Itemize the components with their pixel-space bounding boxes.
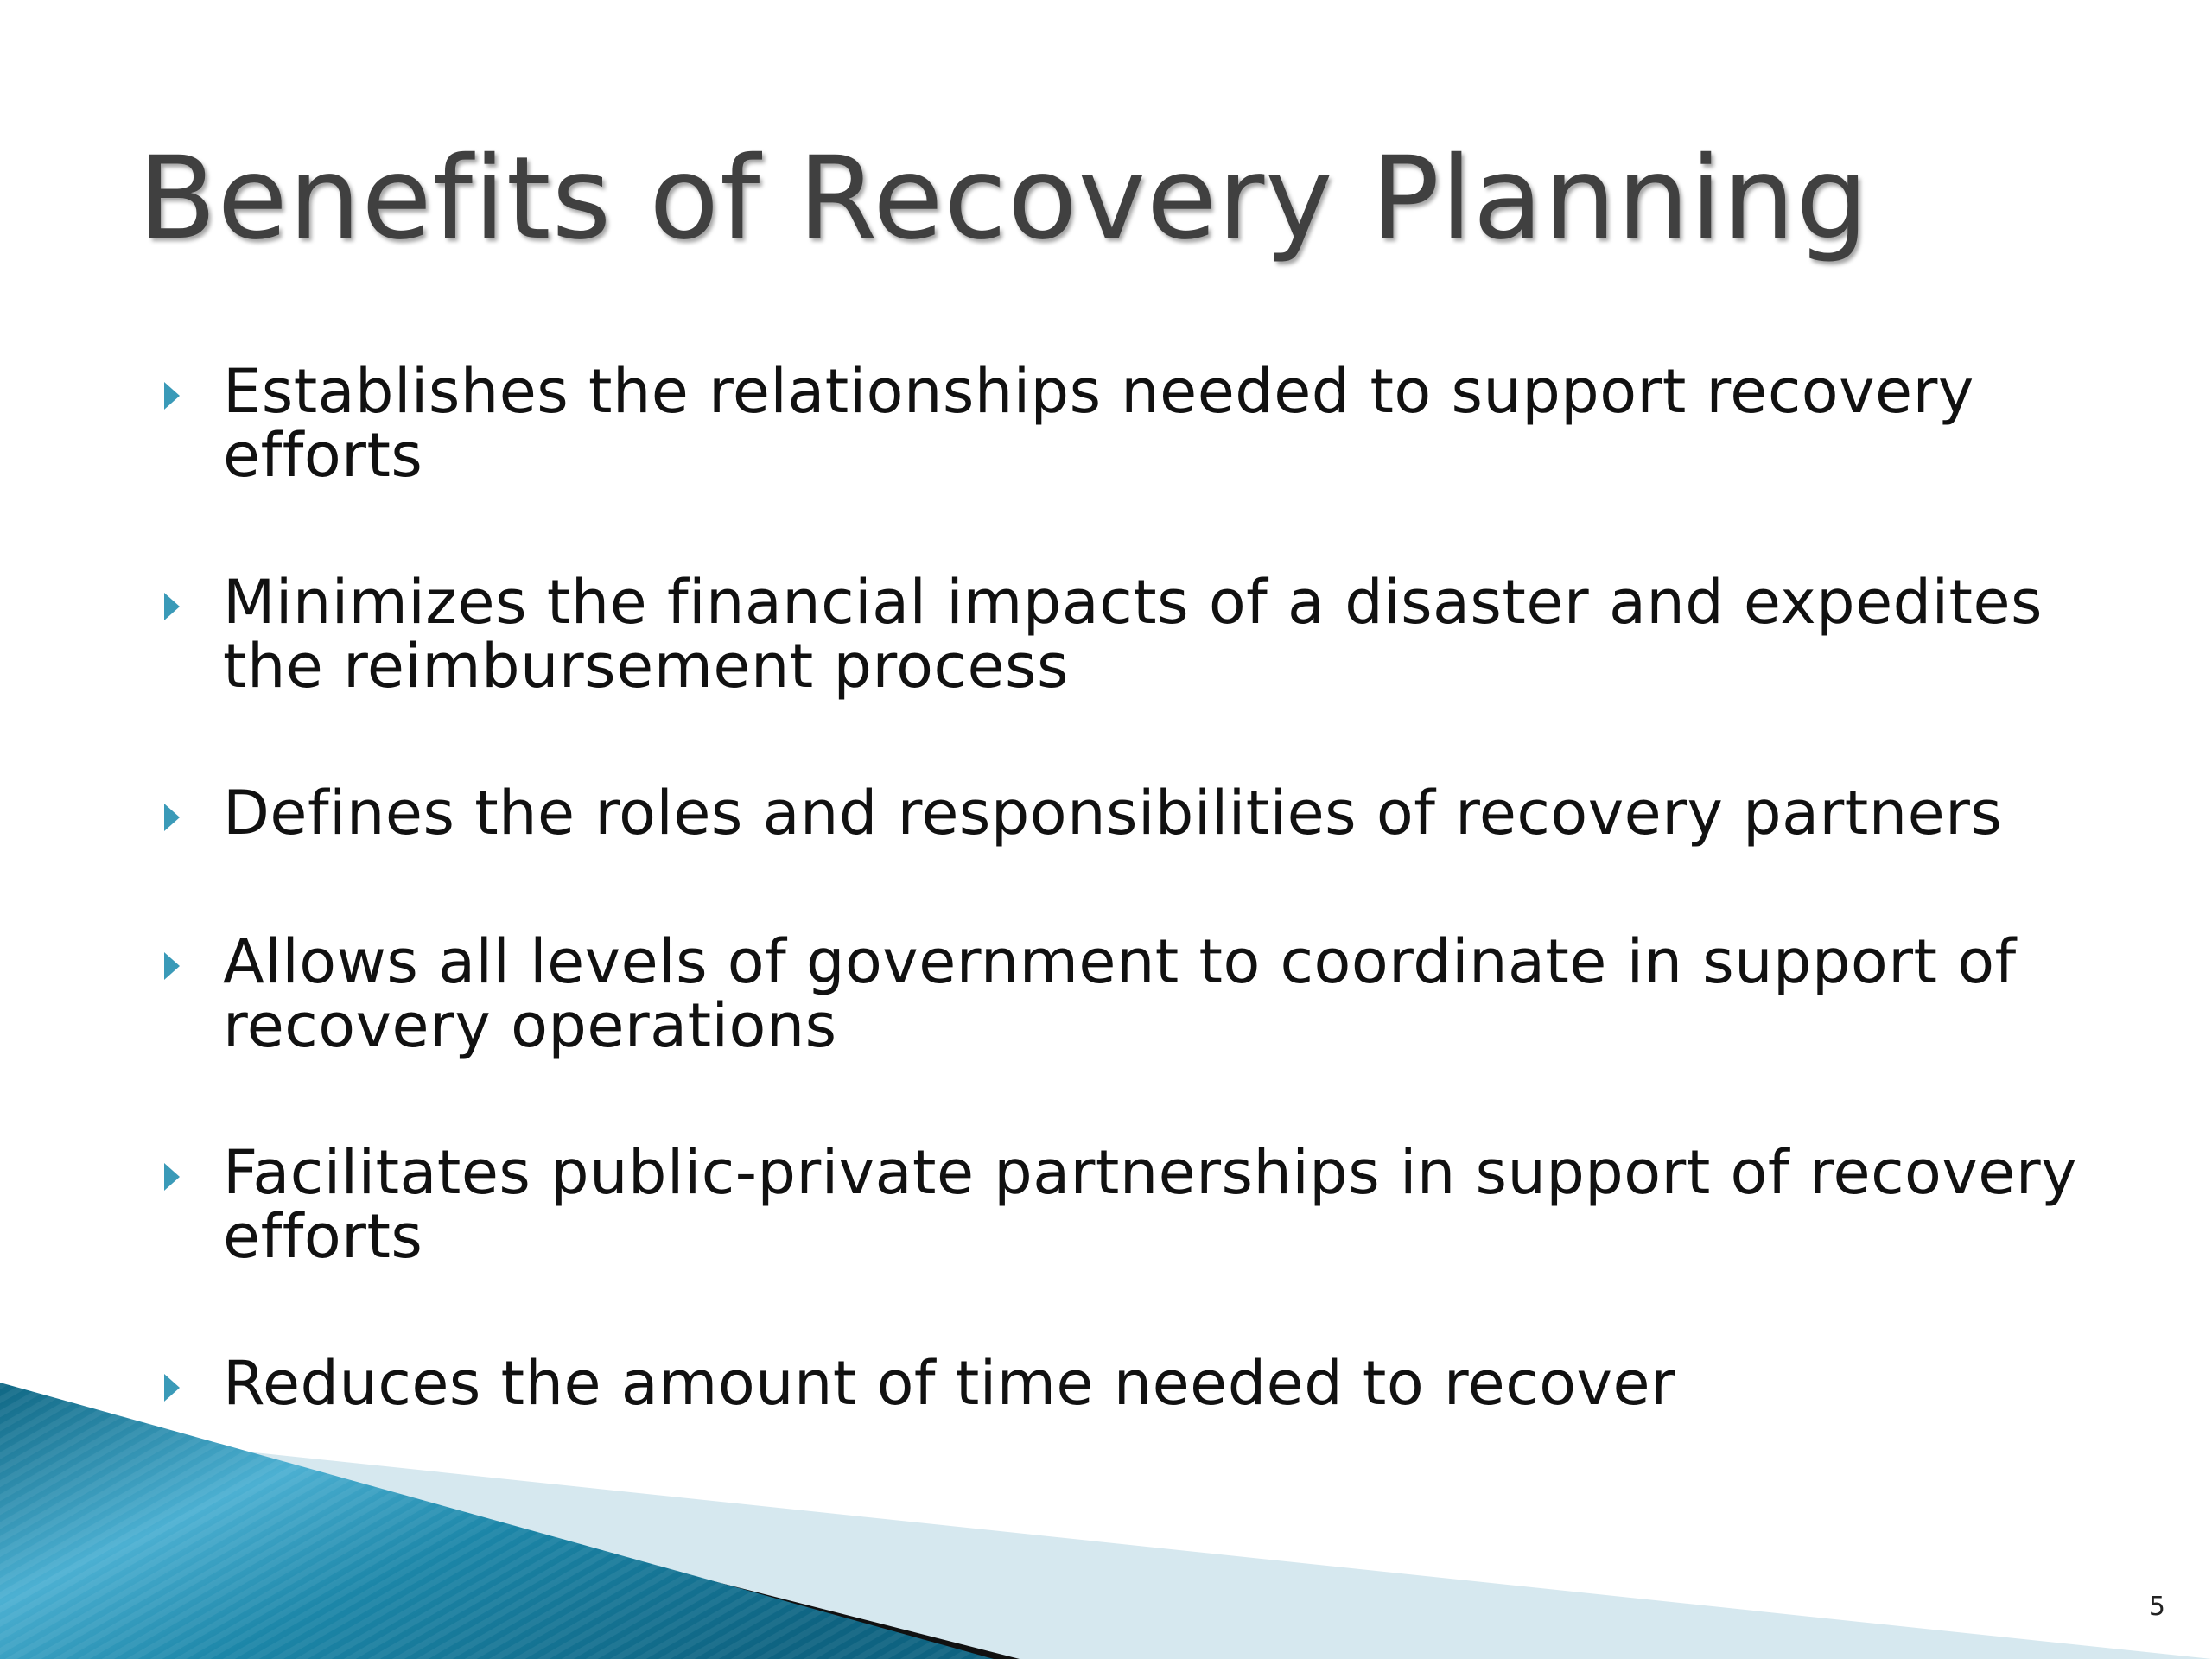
triangle-right-icon [164, 804, 180, 831]
bullet-text: Establishes the relationships needed to support recovery efforts [223, 356, 1974, 491]
bullet-item [156, 1137, 2126, 1272]
slide-title: Benefits of Recovery Planning [138, 132, 1870, 265]
triangle-right-icon [164, 952, 180, 980]
bullet-text: Defines the roles and responsibilities of recovery partners [223, 778, 2003, 849]
triangle-right-icon [164, 593, 180, 620]
bullet-item [156, 926, 2126, 1061]
bullet-text: Facilitates public-private partnerships in support of recovery efforts [223, 1137, 2078, 1272]
bullet-item [156, 778, 2126, 849]
bullet-item [156, 567, 2126, 702]
triangle-right-icon [164, 382, 180, 410]
bullet-item [156, 356, 2126, 491]
slide-number: 5 [2148, 1592, 2165, 1622]
triangle-right-icon [164, 1163, 180, 1191]
bullet-text: Allows all levels of government to coordinate in support of recovery operations [223, 926, 2017, 1061]
bullet-text: Reduces the amount of time needed to recover [223, 1348, 1676, 1419]
decorative-swoosh [0, 1382, 2212, 1659]
bullet-text: Minimizes the financial impacts of a disaster and expedites the reimbursement process [223, 567, 2044, 702]
